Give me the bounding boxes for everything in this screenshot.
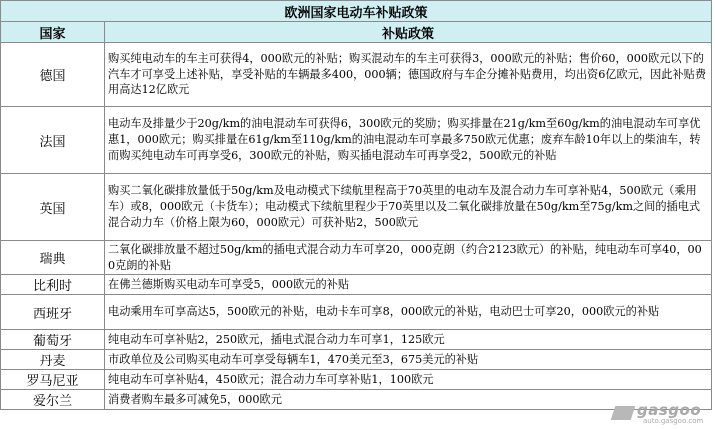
policy-cell: 二氧化碳排放量不超过50g/km的插电式混合动力车可享20，000克朗（约合2123欧元）的补贴，纯电动车可享40，000克朗的补贴 xyxy=(105,241,712,275)
country-cell: 罗马尼亚 xyxy=(1,370,105,390)
country-cell: 爱尔兰 xyxy=(1,390,105,410)
gasgoo-watermark xyxy=(613,401,709,425)
country-cell: 瑞典 xyxy=(1,241,105,275)
country-cell: 比利时 xyxy=(1,275,105,295)
table-row xyxy=(1,295,712,330)
country-cell: 丹麦 xyxy=(1,350,105,370)
table-row xyxy=(1,43,712,107)
table-row xyxy=(1,174,712,241)
country-cell: 英国 xyxy=(1,174,105,241)
table-row xyxy=(1,390,712,410)
policy-cell: 电动乘用车可享高达5，500欧元的补贴，电动卡车可享8，000欧元的补贴，电动巴士可享20，000欧元的补贴 xyxy=(105,295,712,330)
table-row xyxy=(1,107,712,174)
table-row xyxy=(1,330,712,350)
policy-cell: 在佛兰德斯购买电动车可享受5，000欧元的补贴 xyxy=(105,275,712,295)
country-cell: 西班牙 xyxy=(1,295,105,330)
table-header-row xyxy=(1,22,712,43)
watermark-logo-icon xyxy=(611,406,636,420)
policy-cell: 购买二氧化碳排放量低于50g/km及电动模式下续航里程高于70英里的电动车及混合动力车可享补贴4，500欧元（乘用车）或8，000欧元（卡货车）；电动模式下续航里程少于70英里以及二氧化碳排放量在50g/km至75g/km之间的插电式混合动力车（价格上限为60，000欧元）可获补贴2，500欧元 xyxy=(105,174,712,241)
table-title-row xyxy=(1,1,712,22)
policy-cell: 电动车及排量少于20g/km的油电混动车可获得6，300欧元的奖励；购买排量在21g/km至60g/km的油电混动车可享优惠1，000欧元；购买排量在61g/km至110g/km的油电混动车可享最多750欧元优惠；废弃车龄10年以上的柴油车，转而购买纯电动车可再享受6，300欧元的补贴，购买插电混动车可再享受2，500欧元的补贴 xyxy=(105,107,712,174)
watermark-brand: gasgoo xyxy=(637,401,702,419)
table-title: 欧洲国家电动车补贴政策 xyxy=(1,1,712,22)
table-row xyxy=(1,275,712,295)
table-row xyxy=(1,370,712,390)
header-country: 国家 xyxy=(1,22,105,43)
country-cell: 葡萄牙 xyxy=(1,330,105,350)
table-row xyxy=(1,241,712,275)
country-cell: 法国 xyxy=(1,107,105,174)
table-row xyxy=(1,350,712,370)
policy-cell: 纯电动车可享补贴4，450欧元；混合动力车可享补贴1，100欧元 xyxy=(105,370,712,390)
policy-cell: 购买纯电动车的车主可获得4，000欧元的补贴；购买混动车的车主可获得3，000欧元的补贴；售价60，000欧元以下的汽车才可享受上述补贴，享受补贴的车辆最多400，000辆；德国政府与车企分摊补贴费用，均出资6亿欧元，因此补贴费用高达12亿欧元 xyxy=(105,43,712,107)
country-cell: 德国 xyxy=(1,43,105,107)
policy-cell: 市政单位及公司购买电动车可享受每辆车1，470美元至3，675美元的补贴 xyxy=(105,350,712,370)
policy-cell: 纯电动车可享补贴2，250欧元，插电式混合动力车可享1，125欧元 xyxy=(105,330,712,350)
watermark-site: auto.gasgoo.com xyxy=(643,417,704,425)
header-policy: 补贴政策 xyxy=(105,22,712,43)
policy-cell: 消费者购车最多可减免5，000欧元 xyxy=(105,390,712,410)
